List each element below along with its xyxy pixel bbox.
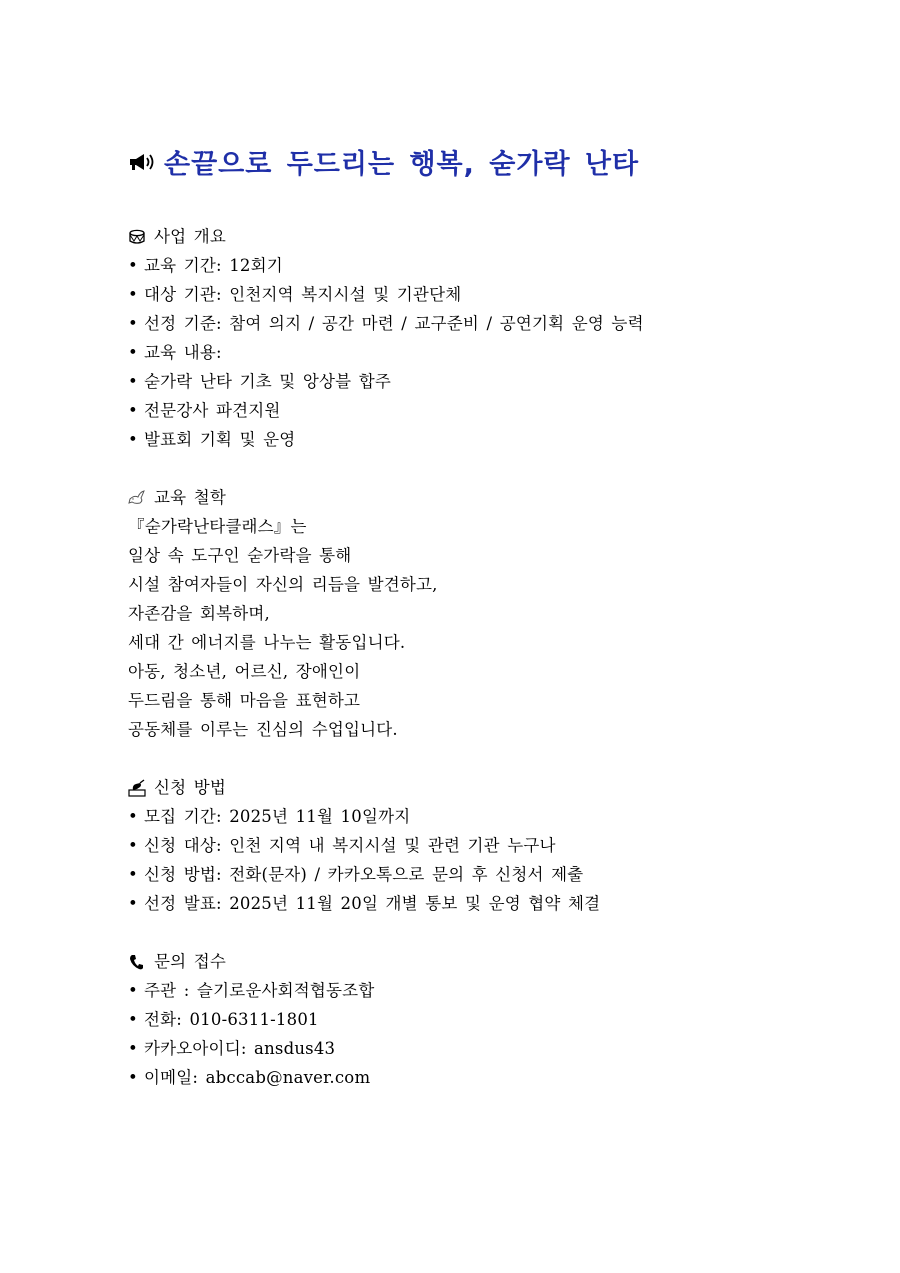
dove-icon [128, 489, 146, 507]
bullet: • [128, 981, 138, 1000]
list-item [128, 976, 828, 1005]
list-item-text: 신청 대상: 인천 지역 내 복지시설 및 관련 기관 누구나 [144, 836, 556, 855]
bullet: • [128, 1039, 138, 1058]
bullet: • [128, 836, 138, 855]
list-item [128, 367, 828, 396]
overview-heading [128, 222, 828, 251]
list-item-text: 주관 : 슬기로운사회적협동조합 [144, 981, 375, 1000]
bullet: • [128, 894, 138, 913]
list-item-text: 숟가락 난타 기초 및 앙상블 합주 [144, 372, 392, 391]
list-item-text: 발표회 기획 및 운영 [144, 430, 296, 449]
bullet: • [128, 865, 138, 884]
bullet: • [128, 1010, 138, 1029]
list-item [128, 251, 828, 280]
list-item-text: 선정 기준: 참여 의지 / 공간 마련 / 교구준비 / 공연기획 운영 능력 [144, 314, 644, 333]
application-heading [128, 773, 828, 802]
paragraph-line: 일상 속 도구인 숟가락을 통해 [128, 546, 352, 565]
list-item [128, 1063, 828, 1092]
paragraph-line: 아동, 청소년, 어르신, 장애인이 [128, 662, 361, 681]
bullet: • [128, 430, 138, 449]
telephone-icon [128, 953, 146, 971]
list-item [128, 309, 828, 338]
list-item [128, 1034, 828, 1063]
overview-heading-label: 사업 개요 [154, 227, 227, 246]
list-item-text: 대상 기관: 인천지역 복지시설 및 기관단체 [144, 285, 462, 304]
list-item [128, 831, 828, 860]
list-item-text: 선정 발표: 2025년 11월 20일 개별 통보 및 운영 협약 체결 [144, 894, 601, 913]
paragraph-line: 시설 참여자들이 자신의 리듬을 발견하고, [128, 575, 438, 594]
application-heading-label: 신청 방법 [154, 778, 227, 797]
bullet: • [128, 343, 138, 362]
bullet: • [128, 285, 138, 304]
list-item-text: 전문강사 파견지원 [144, 401, 281, 420]
bullet: • [128, 807, 138, 826]
contact-heading [128, 947, 828, 976]
paragraph-line: 공동체를 이루는 진심의 수업입니다. [128, 720, 398, 739]
list-item [128, 889, 828, 918]
list-item [128, 1005, 828, 1034]
list-item-text: 모집 기간: 2025년 11월 10일까지 [144, 807, 411, 826]
philosophy-heading [128, 483, 828, 512]
list-item [128, 860, 828, 889]
list-item [128, 338, 828, 367]
megaphone-icon [128, 151, 156, 173]
section-gap [128, 918, 828, 947]
writing-hand-icon [128, 779, 146, 797]
paragraph-line: 자존감을 회복하며, [128, 604, 271, 623]
contact-heading-label: 문의 접수 [154, 952, 227, 971]
list-item [128, 280, 828, 309]
bullet: • [128, 256, 138, 275]
list-item [128, 396, 828, 425]
bullet: • [128, 314, 138, 333]
paragraph-line: 『숟가락난타클래스』는 [128, 517, 307, 536]
list-item [128, 425, 828, 454]
drum-icon [128, 228, 146, 246]
section-gap [128, 454, 828, 483]
bullet: • [128, 401, 138, 420]
list-item-text: 이메일: abccab@naver.com [144, 1068, 371, 1087]
list-item-text: 카카오아이디: ansdus43 [144, 1039, 336, 1058]
paragraph-line: 세대 간 에너지를 나누는 활동입니다. [128, 633, 406, 652]
page-title: 손끝으로 두드리는 행복, 숟가락 난타 [164, 149, 640, 180]
bullet: • [128, 372, 138, 391]
list-item [128, 802, 828, 831]
section-gap [128, 744, 828, 773]
paragraph-line: 두드림을 통해 마음을 표현하고 [128, 691, 361, 710]
philosophy-heading-label: 교육 철학 [154, 488, 227, 507]
list-item-text: 신청 방법: 전화(문자) / 카카오톡으로 문의 후 신청서 제출 [144, 865, 584, 884]
list-item-text: 교육 기간: 12회기 [144, 256, 283, 275]
list-item-text: 교육 내용: [144, 343, 222, 362]
bullet: • [128, 1068, 138, 1087]
content-body [128, 222, 828, 1092]
list-item-text: 전화: 010-6311-1801 [144, 1010, 319, 1029]
title-row [128, 142, 639, 181]
